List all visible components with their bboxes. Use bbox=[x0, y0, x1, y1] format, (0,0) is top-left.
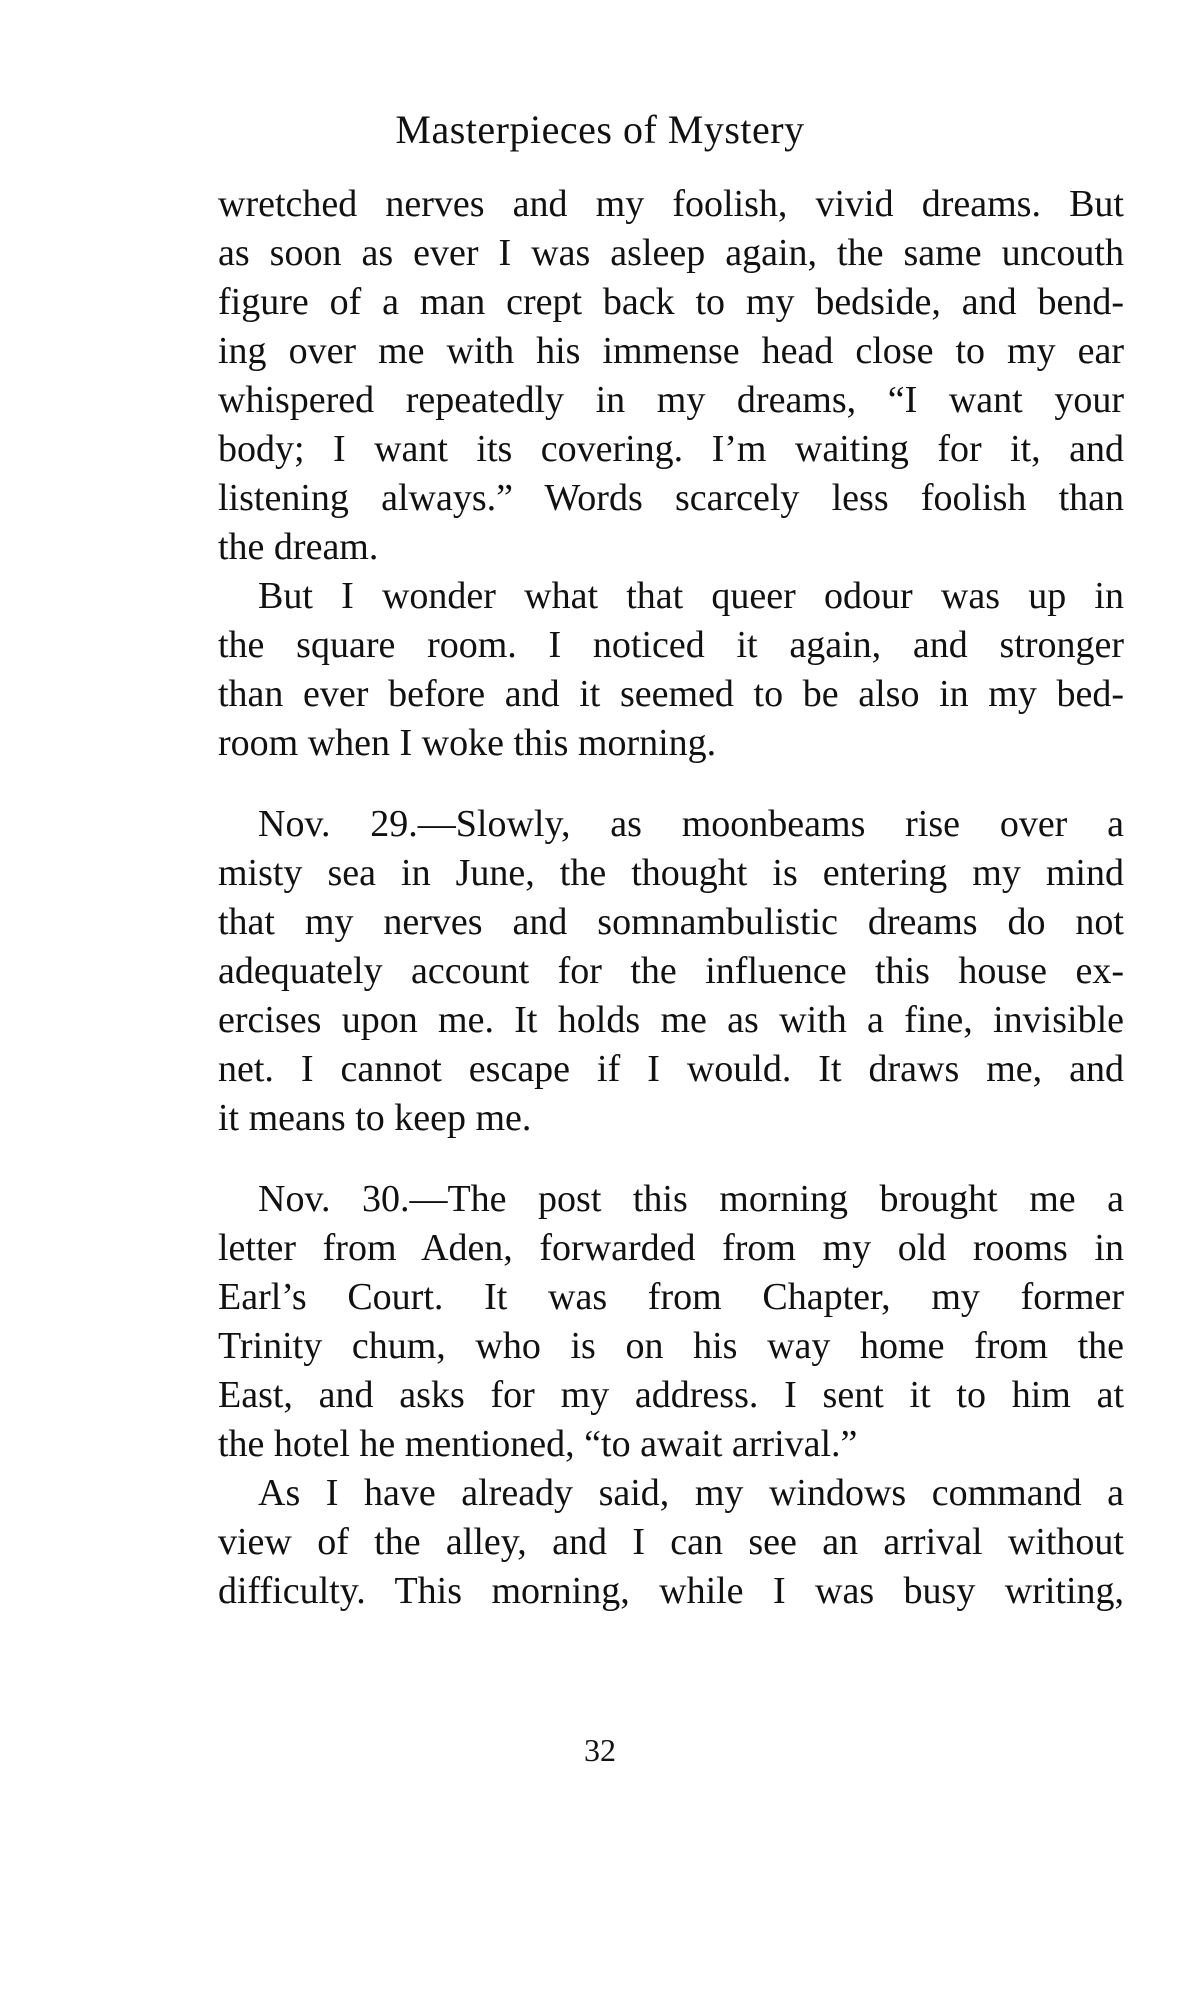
text-line: net. I cannot escape if I would. It draws me, and bbox=[218, 1048, 1124, 1090]
text-line: listening always.” Words scarcely less foolish than bbox=[218, 477, 1124, 519]
text-line: figure of a man crept back to my bedside, and bend- bbox=[218, 281, 1124, 323]
text-line: whispered repeatedly in my dreams, “I want your bbox=[218, 379, 1124, 421]
section-gap bbox=[218, 1143, 1124, 1175]
body-text bbox=[218, 180, 1124, 1616]
text-line: Nov. 30.—The post this morning brought me a bbox=[258, 1178, 1124, 1220]
paragraph-2 bbox=[218, 572, 1124, 768]
text-line: As I have already said, my windows command a bbox=[258, 1472, 1124, 1514]
text-line: Earl’s Court. It was from Chapter, my former bbox=[218, 1276, 1124, 1318]
text-line: letter from Aden, forwarded from my old rooms in bbox=[218, 1227, 1124, 1269]
text-line: the dream. bbox=[218, 526, 379, 568]
text-line: view of the alley, and I can see an arrival without bbox=[218, 1521, 1124, 1563]
text-line: difficulty. This morning, while I was busy writing, bbox=[218, 1570, 1124, 1612]
text-line: the hotel he mentioned, “to await arrival.” bbox=[218, 1423, 858, 1465]
text-line: room when I woke this morning. bbox=[218, 722, 717, 764]
text-line: East, and asks for my address. I sent it to him at bbox=[218, 1374, 1124, 1416]
paragraph-4 bbox=[218, 1175, 1124, 1469]
text-line: wretched nerves and my foolish, vivid dreams. But bbox=[218, 183, 1124, 225]
text-line: ercises upon me. It holds me as with a fine, invisible bbox=[218, 999, 1124, 1041]
text-line: that my nerves and somnambulistic dreams do not bbox=[218, 901, 1124, 943]
text-line: the square room. I noticed it again, and stronger bbox=[218, 624, 1124, 666]
text-line: Trinity chum, who is on his way home from the bbox=[218, 1325, 1124, 1367]
paragraph-3 bbox=[218, 800, 1124, 1143]
paragraph-5 bbox=[218, 1469, 1124, 1616]
text-line: as soon as ever I was asleep again, the same uncouth bbox=[218, 232, 1124, 274]
paragraph-1 bbox=[218, 180, 1124, 572]
section-gap bbox=[218, 768, 1124, 800]
running-head: Masterpieces of Mystery bbox=[395, 107, 805, 152]
text-line: Nov. 29.—Slowly, as moonbeams rise over a bbox=[258, 803, 1124, 845]
text-line: misty sea in June, the thought is entering my mind bbox=[218, 852, 1124, 894]
page-number: 32 bbox=[584, 1732, 616, 1768]
text-line: it means to keep me. bbox=[218, 1097, 532, 1139]
text-line: But I wonder what that queer odour was up in bbox=[258, 575, 1124, 617]
text-line: body; I want its covering. I’m waiting for it, and bbox=[218, 428, 1124, 470]
text-line: adequately account for the influence this house ex- bbox=[218, 950, 1124, 992]
text-line: than ever before and it seemed to be also in my bed- bbox=[218, 673, 1124, 715]
text-line: ing over me with his immense head close to my ear bbox=[218, 330, 1124, 372]
